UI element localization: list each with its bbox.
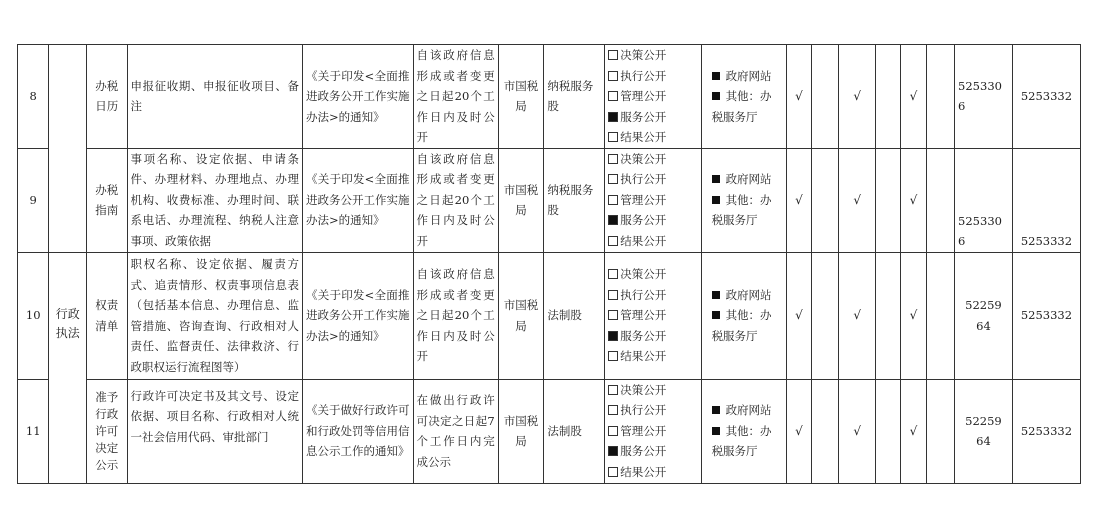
phone-2: 5253332 [1012, 252, 1080, 379]
check-mark: √ [901, 379, 926, 483]
option-service: 服务公开 [608, 441, 697, 462]
disclosure-table [17, 44, 1081, 484]
phone-1: 5253306 [955, 148, 1013, 252]
content-cell: 申报征收期、申报征收项目、备注 [127, 45, 302, 149]
check-mark: √ [901, 148, 926, 252]
checkbox-icon [608, 310, 618, 320]
basis-cell: 《关于做好行政许可和行政处罚等信用信息公示工作的通知》 [302, 379, 413, 483]
checkbox-icon [608, 351, 618, 361]
table-row [18, 148, 1081, 252]
item-name: 办税指南 [86, 148, 127, 252]
empty-cell [926, 45, 954, 149]
option-decision: 决策公开 [608, 45, 697, 66]
empty-cell [812, 252, 839, 379]
channel-website: 政府网站 [712, 66, 783, 87]
check-mark: √ [786, 45, 811, 149]
channel-website: 政府网站 [712, 285, 783, 306]
check-mark: √ [839, 379, 876, 483]
channel-other: 其他：办税服务厅 [711, 308, 772, 343]
option-result: 结果公开 [608, 462, 697, 483]
row-number: 8 [18, 45, 49, 149]
checked-box-icon [608, 331, 618, 341]
item-name: 办税日历 [86, 45, 127, 149]
channel-other: 其他：办税服务厅 [711, 192, 772, 228]
empty-cell [812, 148, 839, 252]
option-management: 管理公开 [608, 421, 697, 442]
checkbox-icon [608, 405, 618, 415]
check-mark: √ [901, 252, 926, 379]
bullet-square-icon [712, 406, 720, 414]
checkbox-icon [608, 50, 618, 60]
option-service: 服务公开 [608, 210, 697, 231]
option-execution: 执行公开 [608, 400, 697, 421]
empty-cell [926, 379, 954, 483]
checkbox-icon [608, 426, 618, 436]
check-mark: √ [786, 148, 811, 252]
option-decision: 决策公开 [608, 380, 697, 401]
option-management: 管理公开 [608, 86, 697, 107]
bullet-square-icon [712, 311, 720, 319]
option-service: 服务公开 [608, 326, 697, 347]
checkbox-icon [608, 154, 618, 164]
channel-cell [701, 148, 786, 252]
bullet-square-icon [712, 72, 720, 80]
option-management: 管理公开 [608, 190, 697, 211]
channel-cell [701, 45, 786, 149]
dept-cell: 法制股 [544, 252, 605, 379]
check-mark: √ [839, 252, 876, 379]
checkbox-icon [608, 269, 618, 279]
checkbox-icon [608, 385, 618, 395]
checkbox-icon [608, 290, 618, 300]
checkbox-icon [608, 132, 618, 142]
phone-1: 5225964 [955, 252, 1013, 379]
row-number: 9 [18, 148, 49, 252]
category-cell: 行政执法 [49, 252, 87, 483]
checked-box-icon [608, 112, 618, 122]
table-row [18, 379, 1081, 483]
content-cell: 职权名称、设定依据、履责方式、追责情形、权责事项信息表（包括基本信息、办理信息、监管措施、咨询查询、行政相对人责任、监督责任、法律救济、行政职权运行流程图等） [127, 252, 302, 379]
checkbox-icon [608, 195, 618, 205]
option-execution: 执行公开 [608, 169, 697, 190]
content-cell: 事项名称、设定依据、申请条件、办理材料、办理地点、办理机构、收费标准、办理时间、联系电话、办理流程、纳税人注意事项、政策依据 [127, 148, 302, 252]
check-mark: √ [839, 148, 876, 252]
option-execution: 执行公开 [608, 285, 697, 306]
check-mark: √ [786, 379, 811, 483]
channel-cell [701, 252, 786, 379]
option-decision: 决策公开 [608, 264, 697, 285]
item-name: 权责清单 [86, 252, 127, 379]
dept-cell: 纳税服务股 [544, 148, 605, 252]
checkbox-icon [608, 236, 618, 246]
empty-cell [875, 252, 900, 379]
time-limit-cell: 在做出行政许可决定之日起7个工作日内完成公示 [413, 379, 498, 483]
phone-2: 5253332 [1012, 379, 1080, 483]
phone-1: 5225964 [955, 379, 1013, 483]
time-limit-cell: 自该政府信息形成或者变更之日起20个工作日内及时公开 [413, 148, 498, 252]
subject-cell: 市国税局 [498, 252, 544, 379]
dept-cell: 纳税服务股 [544, 45, 605, 149]
empty-cell [875, 148, 900, 252]
row-number: 11 [18, 379, 49, 483]
disclosure-type-cell [605, 45, 701, 149]
option-execution: 执行公开 [608, 66, 697, 87]
checkbox-icon [608, 174, 618, 184]
option-result: 结果公开 [608, 127, 697, 148]
bullet-square-icon [712, 196, 720, 204]
checkbox-icon [608, 91, 618, 101]
channel-other: 其他：办税服务厅 [711, 89, 772, 124]
option-management: 管理公开 [608, 305, 697, 326]
disclosure-type-cell [605, 379, 701, 483]
checked-box-icon [608, 446, 618, 456]
option-result: 结果公开 [608, 231, 697, 252]
empty-cell [926, 252, 954, 379]
checkbox-icon [608, 467, 618, 477]
check-mark: √ [901, 45, 926, 149]
checkbox-icon [608, 71, 618, 81]
table-row [18, 45, 1081, 149]
bullet-square-icon [712, 427, 720, 435]
table-row [18, 252, 1081, 379]
empty-cell [926, 148, 954, 252]
empty-cell [812, 379, 839, 483]
category-cell-empty [49, 45, 87, 253]
subject-cell: 市国税局 [498, 45, 544, 149]
empty-cell [875, 379, 900, 483]
phone-2: 5253332 [1012, 45, 1080, 149]
disclosure-type-cell [605, 148, 701, 252]
check-mark: √ [839, 45, 876, 149]
disclosure-type-cell [605, 252, 701, 379]
dept-cell: 法制股 [544, 379, 605, 483]
time-limit-cell: 自该政府信息形成或者变更之日起20个工作日内及时公开 [413, 252, 498, 379]
bullet-square-icon [712, 291, 720, 299]
channel-other: 其他：办税服务厅 [711, 423, 772, 459]
bullet-square-icon [712, 175, 720, 183]
basis-cell: 《关于印发<全面推进政务公开工作实施办法>的通知》 [302, 148, 413, 252]
channel-cell [701, 379, 786, 483]
basis-cell: 《关于印发<全面推进政务公开工作实施办法>的通知》 [302, 252, 413, 379]
subject-cell: 市国税局 [498, 379, 544, 483]
subject-cell: 市国税局 [498, 148, 544, 252]
option-decision: 决策公开 [608, 149, 697, 170]
bullet-square-icon [712, 92, 720, 100]
empty-cell [812, 45, 839, 149]
time-limit-cell: 自该政府信息形成或者变更之日起20个工作日内及时公开 [413, 45, 498, 149]
row-number: 10 [18, 252, 49, 379]
content-cell: 行政许可决定书及其文号、设定依据、项目名称、行政相对人统一社会信用代码、审批部门 [127, 379, 302, 483]
phone-1: 5253306 [955, 45, 1013, 149]
phone-2: 5253332 [1012, 148, 1080, 252]
empty-cell [875, 45, 900, 149]
check-mark: √ [786, 252, 811, 379]
channel-website: 政府网站 [712, 400, 783, 421]
basis-cell: 《关于印发<全面推进政务公开工作实施办法>的通知》 [302, 45, 413, 149]
channel-website: 政府网站 [712, 169, 783, 190]
option-service: 服务公开 [608, 107, 697, 128]
checked-box-icon [608, 215, 618, 225]
item-name: 准予行政许可决定公示 [86, 379, 127, 483]
option-result: 结果公开 [608, 346, 697, 367]
